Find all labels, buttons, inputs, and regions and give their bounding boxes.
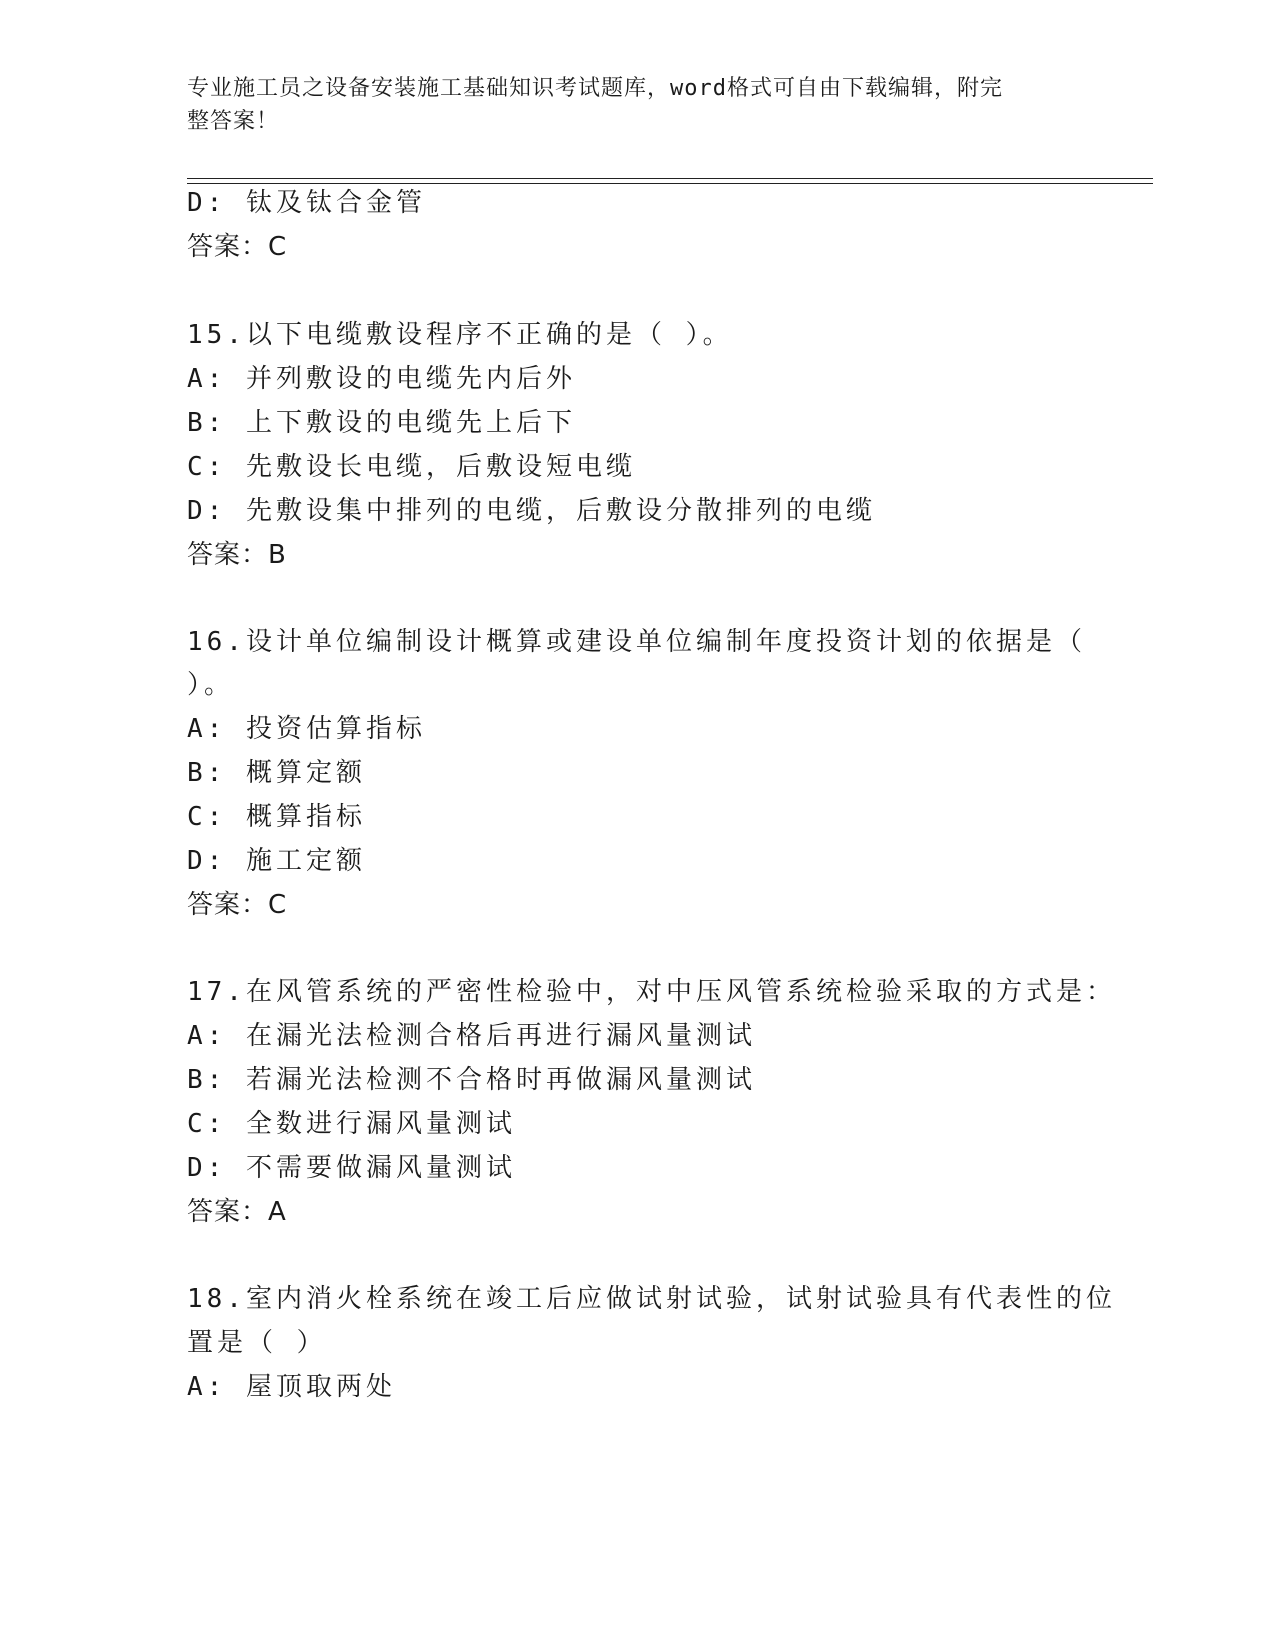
option-line: D: 施工定额 [187,846,366,876]
option-line: C: 全数进行漏风量测试 [187,1109,516,1139]
option-line: A: 在漏光法检测合格后再进行漏风量测试 [187,1021,756,1051]
header-title-line-1: 专业施工员之设备安装施工基础知识考试题库，word格式可自由下载编辑，附完 [187,76,1003,101]
header-divider-bottom [187,183,1153,184]
option-line: B: 若漏光法检测不合格时再做漏风量测试 [187,1065,756,1095]
question-line: ）。 [187,670,235,700]
question-line: 18.室内消火栓系统在竣工后应做试射试验，试射试验具有代表性的位 [187,1284,1116,1314]
option-line: C: 先敷设长电缆，后敷设短电缆 [187,452,636,482]
answer-line: 答案：C [187,890,288,920]
option-line: B: 概算定额 [187,758,366,788]
option-line: A: 屋顶取两处 [187,1372,396,1402]
question-line: 15.以下电缆敷设程序不正确的是（ ）。 [187,320,733,350]
option-line: A: 投资估算指标 [187,714,426,744]
header-title-line-2: 整答案！ [187,109,280,134]
answer-line: 答案：A [187,1197,287,1227]
answer-line: 答案：B [187,540,287,570]
question-line: 16.设计单位编制设计概算或建设单位编制年度投资计划的依据是（ [187,627,1086,657]
option-line: A: 并列敷设的电缆先内后外 [187,364,576,394]
question-line: 置是（ ） [187,1328,327,1358]
option-line: B: 上下敷设的电缆先上后下 [187,408,576,438]
option-line: C: 概算指标 [187,802,366,832]
option-line: D: 不需要做漏风量测试 [187,1153,516,1183]
question-line: 17.在风管系统的严密性检验中，对中压风管系统检验采取的方式是： [187,977,1116,1007]
answer-line: 答案：C [187,232,288,262]
option-line: D: 先敷设集中排列的电缆，后敷设分散排列的电缆 [187,496,876,526]
option-line: D: 钛及钛合金管 [187,188,426,218]
header-divider-top [187,178,1153,179]
document-header [187,72,1067,138]
